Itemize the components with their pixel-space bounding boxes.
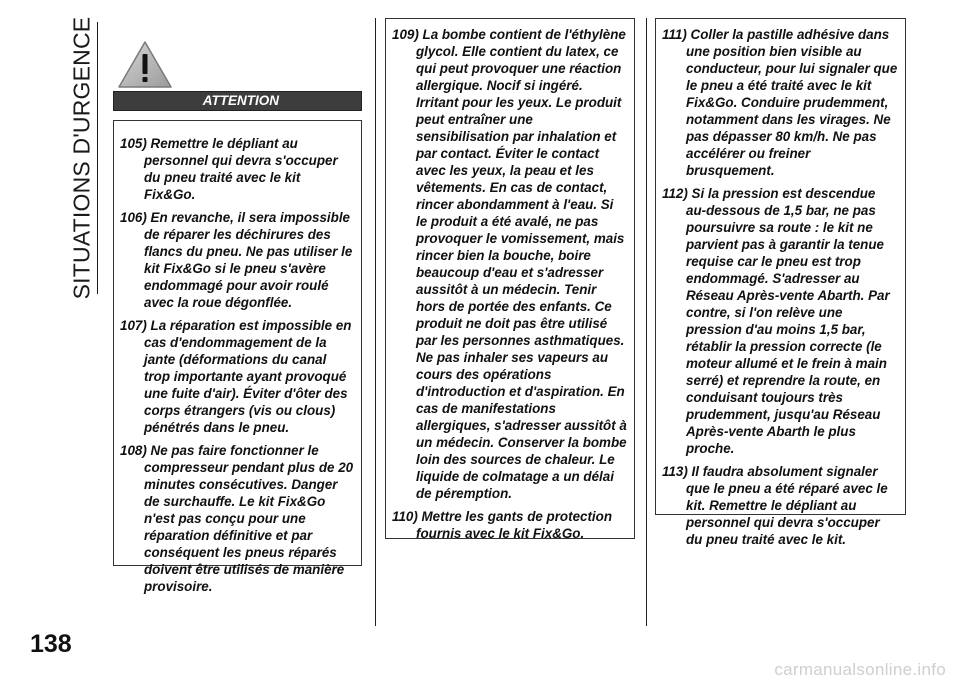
warning-box-col2 [385, 18, 635, 539]
warning-item-108: 108) Ne pas faire fonctionner le compresseur pendant plus de 20 minutes consécutives. Danger de surchauffe. Le kit Fix&Go n'est pas conçu pour une réparation définitive et par conséquent les pneus réparés doivent être utilisés de manière provisoire. [120, 443, 354, 594]
warning-box-col1 [113, 120, 362, 594]
warning-item-106: 106) En revanche, il sera impossible de réparer les déchirures des flancs du pneu. Ne pas utiliser le kit Fix&Go si le pneu s'avère endommagé pour avoir roulé avec la roue dégonflée. [120, 210, 353, 310]
warning-item-111: 111) Coller la pastille adhésive dans une position bien visible au conducteur, pour lui signaler que le pneu a été traité avec le kit Fix&Go. Conduire prudemment, notamment dans les virages. Ne pas dépasser 80 km/h. Ne pas accélérer ou freiner brusquement. [662, 27, 898, 178]
attention-heading: ATTENTION [113, 91, 362, 111]
section-title-rule [97, 22, 98, 294]
page-number: 138 [30, 630, 72, 658]
warning-item-107: 107) La réparation est impossible en cas d'endommagement de la jante (déformations du canal trop importante ayant provoqué une fuite d'air). Éviter d'ôter des corps étrangers (vis ou clous) pénétrés dans le pneu. [120, 318, 352, 435]
warning-triangle-icon [117, 40, 173, 90]
warning-item-112: 112) Si la pression est descendue au-dessous de 1,5 bar, ne pas poursuivre sa route : le kit ne parvient pas à garantir la tenue requise car le pneu est trop endommagé. S'adresser au Réseau Après-vente Abarth. Par contre, si l'on relève une pression d'au moins 1,5 bar, rétablir la pression correcte (le moteur allumé et le frein à main serré) et reprendre la route, en conduisant toujours très prudemment, jusqu'au Réseau Après-vente Abarth le plus proche. [662, 186, 890, 456]
warning-item-109: 109) La bombe contient de l'éthylène glycol. Elle contient du latex, ce qui peut provoquer une réaction allergique. Nocif si ingéré. Irritant pour les yeux. Le produit peut entraîner une sensibilisation par inhalation et par contact. Éviter le contact avec les yeux, la peau et les vêtements. En cas de contact, rincer abondamment à l'eau. Si le produit a été avalé, ne pas provoquer le vomissement, mais rincer bien la bouche, boire beaucoup d'eau et s'adresser aussitôt à un médecin. Tenir hors de portée des enfants. Ce produit ne doit pas être utilisé par les personnes asthmatiques. Ne pas inhaler ses vapeurs au cours des opérations d'introduction et d'aspiration. En cas de manifestations allergiques, s'adresser aussitôt à un médecin. Conserver la bombe loin des sources de chaleur. Le liquide de colmatage a un délai de péremption. [392, 27, 627, 501]
warning-box-col3 [655, 18, 906, 547]
column-divider-1 [375, 18, 376, 626]
section-title [66, 16, 98, 300]
watermark: carmanualsonline.info [774, 660, 946, 679]
section-title-text: SITUATIONS D'URGENCE [68, 16, 95, 300]
warning-item-105: 105) Remettre le dépliant au personnel qui devra s'occuper du pneu traité avec le kit Fix&Go. [120, 136, 338, 202]
warning-item-110: 110) Mettre les gants de protection fournis avec le kit Fix&Go. [392, 509, 613, 541]
warning-item-113: 113) Il faudra absolument signaler que le pneu a été réparé avec le kit. Remettre le dépliant au personnel qui devra s'occuper du pneu traité avec le kit. [662, 464, 888, 547]
column-divider-2 [646, 18, 647, 626]
